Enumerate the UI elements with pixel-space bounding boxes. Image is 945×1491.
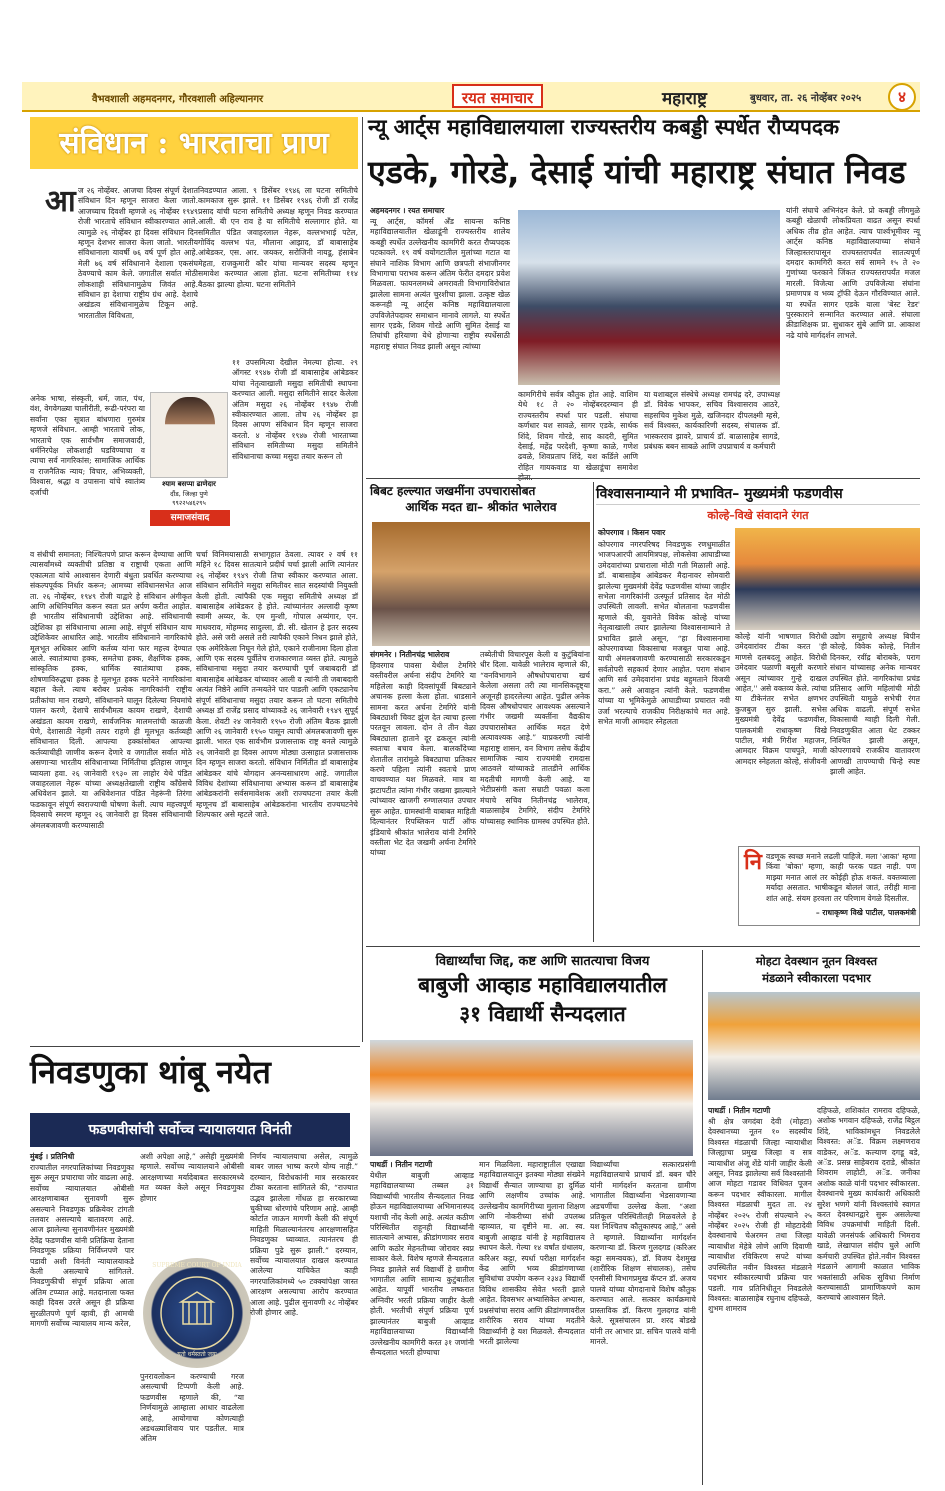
issue-date: बुधवार, ता. २६ नोव्हेंबर २०२५	[750, 93, 862, 104]
section-divider	[366, 946, 920, 947]
masthead	[22, 82, 920, 112]
vishwas-col3: उद्योग समूहाचे अध्यक्ष बिपीन कोल्हे, विवेक कोल्हे, नितीन दिनकर, रवींद्र बोराबके, पराग संधान यांच्यासह अनेक मान्यवर उपस्थित होते. नागरिकांचा प्रचंड प्रतिसाद आणि महिलांची मोठी उपस्थिती यामुळे सभेची रंगत अधिक वाढली. संपूर्ण सभेत विकासाची ग्वाही दिली गेली. निवडणुकीत आता थेट टक्कर निश्चित झाली असून, कोपरगावचे राजकीय वातावरण आणखी तापण्याची चिन्हे स्पष्ट झाली आहेत.	[830, 632, 920, 777]
author-place: दौंड, जिल्हा पुणे	[170, 490, 208, 498]
samvidhan-col1-first: ज २६ नोव्हेंबर. आजचा दिवस संपूर्ण देशात संविधान दिन म्हणून साजरा केला जातो. आजच्याच दिवशी म्हणजे २६ नोव्हेंबर १९४९ रोजी भारताचे संविधान स्वीकारण्यात आले. त्यामुळे २६ नोव्हेंबर हा दिवस संविधान दिन म्हणून देशभर साजरा केला जातो. भारतीय संविधानाला यावर्षी ७६ वर्ष पूर्ण होत आहे. मेली ७६ वर्ष संविधानाने देशाला एकसंघ ठेवण्याचे काम केले. जगातील सर्वात मोठी लोकशाही संविधानामुळेच जिवंत आहे. संविधान हा देशाचा राष्ट्रीय ग्रंथ आहे. देशाचे अखंडत्व संविधानामुळेच टिकून आहे. भारतातील विविधता,	[78, 186, 198, 320]
column-divider	[593, 482, 594, 942]
nivadnuka-col3: निर्णय न्यायालयाचा असेल, त्यामुळे बाबर जास्त भाष्य करणे योग्य नाही.” दरम्यान, विरोधकांनी मात्र सरकारवर टीका करताना सांगितले की, “राज्यात उद्भव झालेला गोंधळ हा सरकारच्या चुकीच्या धोरणांचे परिणाम आहे. आम्ही कोर्टात जाऊन मागणी केली की संपूर्ण माहिती मिळाल्यानंतरच आरक्षणासहित निवडणुका घ्याव्यात. त्यानंतरच ही प्रक्रिया पुढे सुरू झाली.” दरम्यान, सर्वोच्च न्यायालयात दाखल करण्यात आलेल्या याचिकेत काही नगरपालिकांमध्ये ५० टक्क्यांपेक्षा जास्त आरक्षण असल्याचा आरोप करण्यात आला आहे. पुढील सुनावणी २८ नोव्हेंबर रोजी होणार आहे.	[250, 1152, 358, 1318]
kabaddi-col1: न्यू आर्ट्स, कॉमर्स अँड सायन्स कनिष्ठ महाविद्यालयातील खेळाडूंनी राज्यस्तरीय शालेय कबड्डी स्पर्धेत उल्लेखनीय कामगिरी करत रौप्यपदक पटकावले. १९ वर्ष वयोगटातील मुलांच्या गटात या संघाने नाशिक विभाग आणि छत्रपती संभाजीनगर विभागाचा पराभव करून अंतिम फेरीत दमदार प्रवेश मिळवला. फायनलमध्ये अमरावती विभागाविरोधात झालेला सामना अत्यंत चुरशीचा झाला. उत्कृष्ट खेळ करूनही न्यू आर्ट्स कनिष्ठ महाविद्यालयाला उपविजेतेपदावर समाधान मानावे लागले. या स्पर्धेत सागर एडके, शिवम गोरडे आणि सुमित देसाई या तिघांची हरियाणा येथे होणाऱ्या राष्ट्रीय स्पर्धेसाठी महाराष्ट्र संघात निवड झाली असून त्यांच्या	[370, 217, 510, 351]
mohata-col2: दहिफळे, शशिकांत रामराव दहिफळे, अशोक भगवान दहिफळे, राजेंद्र बिट्ठल शिंदे, भाविकांमधून निवडलेले विश्वस्त: अॅड. विक्रम लक्ष्मणराव वाडेकर, अॅड. कल्याण दगडू बडे, अॅड. प्रसन्न साहेबराव दराडे, श्रीकांत शिवराम लाहोटी, अॅड. जनीका अशोक काळे यांनी पदभार स्वीकारला. देवस्थानचे मुख्य कार्यकारी अधिकारी सुरेश भणगे यांनी विश्वस्तांचे स्वागत करत देवस्थानद्वारे सुरू असलेल्या विविध उपक्रमांची माहिती दिली. यावेळी जनसंपर्क अधिकारी भिमराव खाडे, लेखापाल संदीप घुले आणि कर्मचारी उपस्थित होते.नवीन विश्वस्त मंडळाने आगामी काळात भाविक भक्तांसाठी अधिक सुविधा निर्माण करण्यासाठी प्रामाणिकपणे काम करण्याचे आश्वासन दिले.	[817, 1106, 920, 1303]
kabaddi-photo-caption: कामगिरीचे सर्वत्र कौतुक होत आहे. वाशिम येथे १८ ते २० नोव्हेंबरदरम्यान ही राज्यस्तरीय स्पर्धा पार पडली. संघाचा कर्णधार यश सावळे, सागर एडके, सार्थक शिंदे, शिवम गोरडे, साद कादरी, सुमित देसाई, महेंद्र परदेशी, कृष्णा काळे, गणेश ढवळे, शिवप्रताप शिंदे, यश कर्डिले आणि रोहित गायकवाड या खेळाडूंचा समावेश	[518, 390, 638, 472]
kabaddi-subheadline: एडके, गोरडे, देसाई यांची महाराष्ट्र संघात निवड	[368, 153, 906, 191]
mohata-photo	[708, 992, 920, 1100]
mohata-col1: श्री क्षेत्र जगदंबा देवी (मोहटा) देवस्थानच्या नूतन १० सदस्यीय विश्वस्त मंडळाची जिल्हा न्यायाधीश जिल्ह्याचा प्रमुख जिल्हा व सत्र न्यायाधीश अंजू शेंडे यांनी जाहीर केली असून, निवड झालेल्या सर्व विश्वस्तांनी आज मोहटा गडावर विधिवत पूजन करून पदभार स्वीकारला. मागील विश्वस्त मंडळाची मुदत ता. २४ नोव्हेंबर २०२५ रोजी संपल्याने २५ नोव्हेंबर २०२५ रोजी ही मोहटादेवी देवस्थानाचे चेअरमन तथा जिल्हा न्यायाधीश मेहेत्रे लोणे आणि दिवाणी न्यायाधीश रविकिरण सपटे यांच्या उपस्थितीत नवीन विश्वस्त मंडळाने पदभार स्वीकारल्याची प्रक्रिया पार पडली. गाव प्रतिनिधीतून निवडलेले विश्वस्त: बाळासाहेब रघुनाथ दहिफळे, शुभम शामराव	[708, 1117, 812, 1314]
babuji-col2: मान मिळविला. महाराष्ट्रातील एखाद्या महाविद्यालयातून इतक्या मोठ्या संख्येने विद्यार्थी सैन्यात जाण्याचा हा दुर्मिळ आणि लक्षणीय उच्चांक आहे. उल्लेखनीय कामगिरीच्या मुलाना शिक्षण आणि नोकरीच्या संधी उपलब्ध व्हाव्यात, या दृष्टीने मा. आ. स्व. बाबुजी आव्हाड यांनी हे महाविद्यालय स्थापन केले. गेल्या १४ वर्षांत ग्रंथालय, करिअर कट्टा, स्पर्धा परीक्षा मार्गदर्शन केंद्र आणि भव्य क्रीडांगणाच्या सुविधांचा उपयोग करून २३४३ विद्यार्थी विविध शासकीय सेवेत भरती झाले आहेत. दिवसभर अभ्यासिकेत अभ्यास, प्रश्नसंचांचा सराव आणि क्रीडांगणावरील शारीरिक सराव यांच्या मदतीने विद्यार्थ्यांनी हे यश मिळवले. सैन्यदलात भरती झालेल्या	[479, 1160, 585, 1346]
kabaddi-headline: न्यू आर्ट्स महाविद्यालयाला राज्यस्तरीय कबड्डी स्पर्धेत रौप्यपदक	[368, 115, 840, 139]
nivadnuka-byline: मुंबई । प्रतिनिधी	[30, 1152, 75, 1161]
kabaddi-byline: अहमदनगर । रयत समाचार	[370, 206, 445, 215]
samvidhan-col1-intro-cont	[30, 226, 198, 396]
vishwas-col2: कोल्हे यांनी भाषणात विरोधी उमेदवारांवर टीका करत 'ही माणसे दलबदलू आहेत. विरोधी उमेदवार पळाणी बसूली करणारे असून त्यांच्यावर गुन्हे दाखल आहेत,'' असे वक्तव्य केले. त्यांचा या टीकेनंतर सभेत क्षणभर कुजबुज सुरु झाली. सभेस मुख्यमंत्री देवेंद्र फडणवीस, पालकमंत्री राधाकृष्ण विखे पाटील, मंत्री गिरीश महाजन, आमदार विक्रम पाचपुते, माजी आमदार स्नेहलता कोल्हे, संजीवनी	[735, 632, 827, 766]
vishwas-col1: कोपरगाव नगरपरिषद निवडणुक रणधुमाळीत भाजपआरपी आयमित्रपक्ष, लोकसेवा आघाडीच्या उमेदवारांच्या प्रचाराला मोठी गती मिळाली आहे. डॉ. बाबासाहेब आंबेडकर मैदानावर सोमवारी झालेल्या मुख्यमंत्री देवेंद्र फडणवीस यांच्या जाहीर सभेला नागरिकांनी उत्स्फूर्त प्रतिसाद देत मोठी उपस्थिती लावली. सभेत बोलताना फडणवीस म्हणाले की, युवानेते विवेक कोल्हे यांच्या नेतृत्वाखाली तयार झालेल्या विश्वासनाम्याने ते प्रभावित झाले असून, “हा विश्वासनामा कोपरगावच्या विकासाचा मजबूत पाया आहे. याची अंमलबजावणी करण्यासाठी सरकारकडून सर्वतोपरी सहकार्य देणार आहोत. पराग संधान आणि सर्व उमेदवारांना प्रचंड बहुमताने विजयी करा.” असे आवाहन त्यांनी केले. फडणवीस यांच्या या भूमिकेमुळे आघाडीच्या प्रचारात नवी उर्जा भरल्याचे राजकीय निरीक्षकांचे मत आहे. सभेत माजी आमदार स्नेहलता	[598, 540, 730, 726]
samvidhan-dropcap: आ	[45, 184, 76, 219]
column-divider	[702, 950, 703, 1485]
samvidhan-col2-right: ११ उपसमित्या देखील नेमल्या होत्या. २९ ऑगस्ट १९४७ रोजी डॉ बाबासाहेब आंबेडकर यांचा नेतृत्वाखाली मसुदा समितीची स्थापना करण्यात आली. मसुदा समितीने सादर केलेला अंतिम मसुदा २६ नोव्हेंबर १९४७ रोजी स्वीकारण्यात आला. तोच २६ नोव्हेंबर हा दिवस आपण संविधान दिन म्हणून साजरा करतो. ४ नोव्हेंबर १९४७ रोजी भारताच्या संविधान समितीच्या मसुदा समितीने संविधानाचा कच्चा मसुदा तयार करून तो	[232, 358, 358, 461]
samvidhan-col2-top: निवडण्यात आला. ९ डिसेंबर १९४६ ला घटना समितीचे कामकाज सुरू झाले. ११ डिसेंबर १९४६ रोजी डॉ राजेंद्र प्रसाद यांची घटना समितीचे अध्यक्ष म्हणून निवड करण्यात आली. बी एन राव हे या समितीचे सल्लागार होते. या समितीत पंडित जवाहरलाल नेहरू, वल्लभभाई पटेल, गोविंद वल्लभ पंत, मौलाना आझाद, डॉ बाबासाहेब आंबेडकर, एस. आर. जयकर, सरोजिनी नायडू, हंसाबेन मेहता, राजकुमारी कौर यांचा मान्यवर सदस्य म्हणून समावेश करण्यात आला होता. घटना समितीच्या ११४ बैठका झाल्या होत्या. घटना समितीने	[198, 186, 358, 289]
column-tag: समाजसंवाद	[150, 510, 230, 526]
vishwas-photo	[735, 528, 920, 630]
mohata-headline-line2: मंडळाने स्वीकारला पदभार	[762, 971, 871, 985]
babuji-byline: पाथर्डी । नितीन गटाणी	[370, 1160, 433, 1169]
kabaddi-team-photo	[518, 210, 780, 385]
court-emblem-top-text: SUPREME COURT OF INDIA	[152, 1262, 242, 1269]
section-divider	[30, 1046, 360, 1047]
bibat-byline: संगमनेर । नितीनचंद्र भालेराव	[370, 650, 450, 659]
babuji-col1: येथील बाबुजी आव्हाड महाविद्यालयाच्या तब्बल ३१ विद्यार्थ्यांची भारतीय सैन्यदलात निवड होऊन महाविद्यालयाच्या अभिमानास्पद यशाची नोंद केली आहे. अत्यंत कठीण परिस्थितीत राहूनही विद्यार्थ्यांनी सातत्याने अभ्यास, क्रीडांगणावर सराव आणि कठोर मेहनतीच्या जोरावर स्वप्न साकार केले. विशेष म्हणजे सैन्यदलात निवड झालेले सर्व विद्यार्थी हे ग्रामीण भागातील आणि सामान्य कुटुंबातील आहेत. यापूर्वी भारतीय लष्करात अग्निवीर भरती प्रक्रिया जाहीर केली होती. भरतीची संपूर्ण प्रक्रिया पूर्ण झाल्यानंतर बाबुजी आव्हाड महाविद्यालयाच्या विद्यार्थ्यांनी उल्लेखनीय कामगिरी करत ३१ जणांनी सैन्यदलात भरती होण्याचा	[370, 1171, 474, 1357]
masthead-tagline: वैभवशाली अहमदनगर, गौरवशाली अहिल्यानगर	[92, 94, 264, 105]
vishwas-headline: विश्वासनाम्याने मी प्रभावित– मुख्यमंत्री फडणवीस	[596, 483, 920, 505]
author-photo	[150, 392, 228, 478]
babuji-col3: विद्यार्थ्यांचा सत्कारप्रसंगी महाविद्यालयाचे प्राचार्य डॉ. बबन चौरे यांनी मार्गदर्शन करताना ग्रामीण भागातील विद्यार्थ्यांना भेडसावणाऱ्या अडचणींचा उल्लेख केला. “अशा प्रतिकूल परिस्थितीतही मिळवलेले हे यश निश्चितच कौतुकास्पद आहे,” असे ते म्हणाले. विद्यार्थ्यांना मार्गदर्शन करणाऱ्या डॉ. किरण गुलदगड (करिअर कट्टा समन्वयक), डॉ. विजय देशमुख (शारीरिक शिक्षण संचालक), तसेच एनसीसी विभागप्रमुख कॅप्टन डॉ. अजय पालवे यांच्या योगदानाचे विशेष कौतुक करण्यात आले. सत्कार कार्यक्रमाचे प्रास्ताविक डॉ. किरण गुलदगड यांनी केले. सूत्रसंचालन प्रा. शरद बोडखे यांनी तर आभार प्रा. सचिन पालवे यांनी मानले.	[590, 1160, 696, 1346]
kabaddi-col4: यांनी संघाचे अभिनंदन केले. प्रो कबड्डी लीगमुळे कबड्डी खेळाची लोकप्रियता वाढत असून स्पर्धा अधिक तीव्र होत आहेत. त्याच पार्श्वभूमीवर न्यू आर्ट्स कनिष्ठ महाविद्यालयाच्या संघाने जिल्हास्तरापासून राज्यस्तरापर्यंत सातत्यपूर्ण दमदार कामगिरी करत सर्व सामने १५ ते २० गुणांच्या फरकाने जिंकत राज्यस्तरापर्यंत मजल मारली. विजेत्या आणि उपविजेत्या संघांना प्रमाणपत्र व भव्य ट्रॉफी देऊन गौरविण्यात आले. या स्पर्धेत सागर एडके याला 'बेस्ट रेडर' पुरस्काराने सन्मानित करण्यात आले. संघाला क्रीडाशिक्षक प्रा. सुधाकर सुंबे आणि प्रा. आकाश नढे यांचे मार्गदर्शन लाभले.	[786, 206, 920, 340]
nivadnuka-subheadline: फडणवीसांची सर्वोच्च न्यायालयात विनंती	[88, 1122, 292, 1138]
nivadnuka-col2-top: अशी अपेक्षा आहे,” असेही मुख्यमंत्री म्हणाले. सर्वोच्च न्यायालयाने ओबीसी आरक्षणाच्या मर्यादेबाबत सरकारमध्ये मत व्यक्त केले असून निवडणुका होणार	[140, 1152, 244, 1203]
vishwas-subheadline: कोल्हे–विखे संवादाने रंगत	[707, 509, 809, 522]
vishwas-byline: कोपरगाव । किसन पवार	[598, 528, 666, 537]
samvidhan-col1-left: अनेक भाषा, संस्कृती, धर्म, जात, पंथ, वंश, वेगवेगळ्या चालीरीती, रूढी-परंपरा या सर्वांना एका सूत्रात बांधणारा गुरुमंत्र म्हणजे संविधान. आम्ही भारताचे लोक, भारताचे एक सार्वभौम समाजवादी, धर्मनिरपेक्ष लोकशाही घडविण्याचा व त्याचा सर्व नागरिकांस; सामाजिक आर्थिक व राजनैतिक न्याय; विचार, अभिव्यक्ती, विश्वास, श्रद्धा व उपासना यांचे स्वातंत्र्य दर्जाची	[30, 394, 145, 497]
babuji-headline: बाबुजी आव्हाड महाविद्यालयातील	[418, 973, 667, 997]
samvidhan-title: संविधान : भारताचा प्राण	[59, 126, 329, 161]
mohata-byline: पाथर्डी । नितीन गटाणी	[708, 1106, 771, 1115]
author-name: श्याम बसप्पा ढाणेदार	[162, 480, 216, 488]
babuji-kicker: विद्यार्थ्यांचा जिद्द, कष्ट आणि सातत्याचा विजय	[435, 954, 650, 969]
nivadnuka-col1: राज्यातील नगरपालिकांच्या निवडणुका सुरू असून प्रचाराचा जोर वाढला आहे. सर्वोच्च न्यायालयात ओबीसी आरक्षणाबाबत सुनावणी सुरू असल्याने निवडणूक प्रक्रियेवर टांगती तलवार असल्याचे बातावरण आहे. आज झालेल्या सुनावणीनंतर मुख्यमंत्री देवेंद्र फडणवीस यांनी प्रतिक्रिया देताना निवडणूक प्रक्रिया निर्विघ्नपणे पार पडावी अशी विनंती न्यायालयाकडे केली असल्याचे सांगितले. निवडणुकीची संपूर्ण प्रक्रिया आता अंतिम टप्प्यात आहे. मतदानाला फक्त काही दिवस उरले असून ही प्रक्रिया सुरळीतपणे पूर्ण व्हावी, ही आमची मागणी सर्वोच्च न्यायालय मान्य करेल,	[30, 1163, 134, 1329]
mohata-headline: मोहटा देवस्थान नूतन विश्वस्त	[755, 954, 878, 968]
bibat-subheadline: आर्थिक मदत द्या– श्रीकांत भालेराव	[405, 500, 557, 514]
bibat-col2: तब्येतीची विचारपूस केली व कुटुंबियांना धीर दिला. यावेळी भालेराव म्हणाले की, “वनविभागाने औषधोपचाराचा खर्च केलेला असला तरी त्या मानसिकदृष्ट्या अजूनही हादरलेल्या आहेत. पुढील अनेक दिवस औषधोपचार आवश्यक असल्याने गंभीर जखमी व्यक्तींना वैद्यकीय उपचारासोबत आर्थिक मदत देणे अत्यावश्यक आहे.” याप्रकरणी त्यांनी महाराष्ट्र शासन, वन विभाग तसेच केंद्रीय सामाजिक न्याय राज्यमंत्री रामदास आठवले यांच्याकडे तातडीने आर्थिक मदतीची मागणी केली आहे. या भेटीप्रसंगी कला सम्राटी पवळा कला मंचाचे सचिव नितीनचंद्र भालेराव, बाळासाहेब टेमगिरे, संदीप टेमगिरे यांच्यासह स्थानिक ग्रामस्थ उपस्थित होते.	[480, 650, 590, 826]
nivadnuka-headline: निवडणुका थांबू नयेत	[30, 1053, 271, 1091]
quote-dropcap: नि	[744, 850, 762, 875]
samvidhan-col2-rest: चर्चा विनिमयासाठी सभागृहात ठेवला. त्यावर २ वर्ष ११ महिने १८ दिवस सातत्याने प्रदीर्घ चर्चा झाली आणि त्यानंतर २६ नोव्हेंबर १९४९ रोजी तिचा स्वीकार करण्यात आला. संविधान समितीने मसुदा समितीवर सात सदस्यांची नियुक्ती केली होती. त्यांपैकी एक मसुदा समितीचे अध्यक्ष डॉ बाबासाहेब आंबेडकर हे होते. त्यांच्यानंतर अल्लादी कृष्ण स्वामी अय्यर, के. एम मुन्शी, गोपाल अय्यंगार, एन. माधवराव, मोहम्मद सादुल्ला, डी. सी. खेतान हे इतर सदस्य होते. असे जरी असले तरी त्यापैकी एकाने निधन झाले होते, एक अमेरिकेला निघून गेले होते, एकाने राजीनामा दिला होता आणि एक सदस्य पूर्वीतेच राजकारणात व्यस्त होते. त्यामुळे संविधानाचा मसुदा तयार करण्याची पूर्ण जबाबदारी डॉ बाबासाहेब आंबेडकर यांच्यावर आली व त्यांनी ती जबाबदारी अत्यंत निष्ठेने आणि तन्मयतेने पार पाडली आणि एकट्यानेच संपूर्ण संविधानाचा मसुदा तयार करून तो घटना समितीचे अध्यक्ष डॉ राजेंद्र प्रसाद यांच्याकडे २६ जानेवारी १९४९ सुपूर्द केला. शेवटी २४ जानेवारी १९५० रोजी अंतिम बैठक झाली आणि २६ जानेवारी १९५० पासून त्याची अंमलबजावणी सुरू झाली. भारत एक सार्वभौम प्रजासत्ताक राष्ट्र बनले त्यामुळे २६ जानेवारी हा दिवस आपण मोठ्या उत्साहात प्रजासत्ताक दिन म्हणून साजरा करतो. संविधान निर्मितीत डॉ बाबासाहेब आंबेडकर यांचे योगदान अनन्यसाधारण आहे. जगातील विविध देशांच्या संविधानाचा अभ्यास करून डॉ बाबासाहेब आंबेडकरांनी सर्वसमावेशक अशी राज्यघटना तयार केली म्हणूनच डॉ बाबासाहेब आंबेडकरांना भारतीय राज्यघटनेचे शिल्पकार असे म्हटले जाते.	[196, 550, 358, 820]
bibat-photo	[372, 522, 590, 646]
author-phone: ९९२२५४६२९५	[172, 499, 206, 507]
bibat-col1: हिवरगाव पावसा येथील टेमगिरे वस्तीवरील अर्चना संदीप टेमगिरे या महिलेला काही दिवसांपूर्वी बिबट्याने अचानक हल्ला केला होता. धाडसाने सामना करत अर्चना टेमगिरे यांनी बिबट्याशी चिवट झुंज देत त्याचा हल्ला परतवून लावला. दोन ते तीन वेळा बिबट्याला हाताने दूर ढकलून त्यांनी स्वतःचा बचाव केला. बालकाँदेच्या शेतातील तारांमुळे बिबट्याचा प्रतिकार करणे पहिला त्यांनी स्वतःचे प्राण वाचवण्यात यश मिळवले. मात्र या झटापटीत त्यांना गंभीर जखमा झाल्याने त्यांच्यावर खाजगी रुग्णालयात उपचार सुरू आहेत. ग्रामस्थांनी याबाबत माहिती दिल्यानंतर रिपब्लिकन पार्टी ऑफ इंडियाचे श्रीकांत भालेराव यांनी टेमगिरे वस्तीला भेट देत जखमी अर्चना टेमगिरे यांच्या	[370, 661, 476, 858]
column-divider	[362, 117, 363, 1042]
babuji-headline-line2: ३१ विद्यार्थी सैन्यदलात	[459, 1002, 626, 1026]
bibat-headline: बिबट हल्ल्यात जखमींना उपचारासोबत	[370, 484, 536, 498]
paper-name: रयत समाचार	[452, 84, 543, 108]
court-emblem-bottom-text: यतो धर्मस्ततो जयः	[177, 1351, 217, 1358]
page-number: ४	[888, 83, 916, 111]
kabaddi-col3: या यशाबद्दल संस्थेचे अध्यक्ष रामचंद्र दरे, उपाध्यक्ष डॉ. विवेक भापकर, सचिव विश्वासराव आठरे, सहसचिव मुकेश मुळे, खजिनदार दीपलक्ष्मी म्हसे, सर्व विश्वस्त, कार्यकारिणी सदस्य, संचालक डॉ. भास्करराव झावरे, प्राचार्य डॉ. बाळासाहेब सागडे, प्रबंधक बबन साबळे आणि उपप्राचार्य व कर्मचारी	[644, 390, 780, 452]
samvidhan-col1-rest: व संधीची समानता; निश्चितपणे प्राप्त करून देण्याचा आणि त्यासर्वांमध्ये व्यक्तीची प्रतिष्ठा व राष्ट्राची एकता आणि एकात्मता यांचे आश्वासन देणारी बंधुता प्रवर्धित करण्याचा संकल्पपूर्वक निर्धार करून; आमच्या संविधानसभेत आज ता. २६ नोव्हेंबर, १९४९ रोजी याद्वारे हे संविधान अंगीकृत आणि अधिनियमित करून स्वतः प्रत अर्पण करीत आहोत. ही भारतीय संविधानाची उद्देशिका आहे. संविधानाची उद्देशिका हा संविधानाचा आत्मा आहे. संपूर्ण संविधान याच उद्देशिकेवर आधारित आहे. भारतीय संविधानाने नागरिकांचे मूलभूत अधिकार आणि कर्तव्य यांना फार महत्त्व देण्यात आले. स्वातंत्र्याचा हक्क, समतेचा हक्क, शैक्षणिक हक्क, सांस्कृतिक हक्क, धार्मिक स्वातंत्र्याचा हक्क, शोषणाविरुद्धचा हक्क हे मूलभूत हक्क घटनेने नागरिकांना बहाल केले. त्याच बरोबर प्रत्येक नागरिकांनी राष्ट्रीय प्रतीकांचा मान राखणे, संविधानाने घालून दिलेल्या नियमांचे पालन करणे, देशाचे सार्वभौमत्व कायम राखणे, देशाची अखंडता कायम राखणे, सार्वजनिक मालमत्तांची काळजी घेणे, देशासाठी नेहमी तत्पर राहणे ही मूलभूत कर्तव्यही संविधानात दिली. आपल्या हक्कांसोबत आपल्या कर्तव्याचीही जाणीव करून देणारे व जगातील सर्वात मोठे असणाऱ्या भारतीय संविधानाच्या निर्मितीचा इतिहास जाणून घ्यायला हवा. २६ जानेवारी १९३० ला लाहोर येथे पंडित जवाहरलाल नेहरू यांच्या अध्यक्षतेखाली राष्ट्रीय कॉंग्रेसचे अधिवेशन झाले. या अधिवेशनात पंडित नेहरूंनी तिरंगा फडकावून संपूर्ण स्वराज्याची घोषणा केली. त्याच महत्त्वपूर्ण दिवसाचे स्मरण म्हणून २६ जानेवारी हा दिवस संविधानाची अंमलबजावणी करण्यासाठी	[30, 550, 192, 830]
section-divider	[366, 478, 920, 479]
nivadnuka-col2-bottom: पुनरावलोकन करण्याची गरज असल्याची टिप्पणी केली आहे. फडणवीस म्हणाले की, “या निर्णयामुळे आम्हाला आधार वाढलेला आहे, आयोगाचा कोणत्याही अडथळ्याशिवाय पार पडतील. मात्र अंतिम	[140, 1372, 244, 1444]
quote-text: वडणूक स्वच्छ मनाने लढली पाहिजे. मला 'आका' म्हणा किंवा 'बोका' म्हणा, काही फरक पडत नाही. पण माझ्या मनात आलं तर कोईही होऊ शकतं. वक्तव्याला मर्यादा असतात. भाषीकडून बोललं जातं, तरीही माना शांत आहे. संयम हरवला तर परिणाम वेगळे दिसतील.	[766, 852, 916, 903]
quote-attribution: – राधाकृष्ण विखे पाटील, पालकमंत्री	[815, 908, 916, 917]
babuji-group-photo	[370, 1040, 693, 1156]
section-name: महाराष्ट्र	[662, 89, 707, 109]
